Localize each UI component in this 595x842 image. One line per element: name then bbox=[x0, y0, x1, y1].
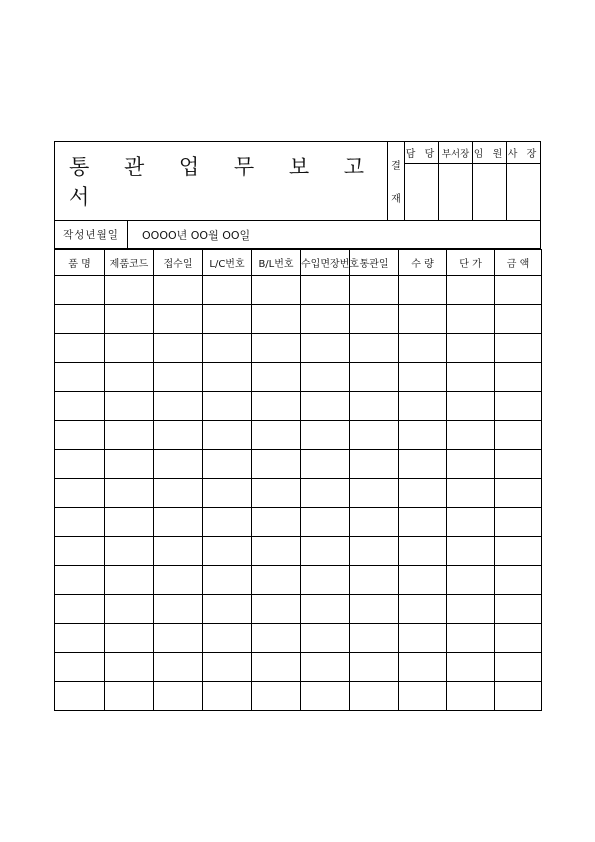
table-cell[interactable] bbox=[105, 276, 154, 305]
table-cell[interactable] bbox=[203, 566, 252, 595]
table-row bbox=[55, 392, 542, 421]
table-row bbox=[55, 421, 542, 450]
table-cell[interactable] bbox=[154, 595, 203, 624]
table-cell[interactable] bbox=[447, 276, 495, 305]
date-label: 작성년월일 bbox=[55, 221, 128, 248]
table-row bbox=[55, 595, 542, 624]
table-cell[interactable] bbox=[301, 392, 350, 421]
table-cell[interactable] bbox=[399, 653, 447, 682]
table-cell[interactable] bbox=[55, 392, 105, 421]
table-cell[interactable] bbox=[447, 305, 495, 334]
table-cell[interactable] bbox=[301, 334, 350, 363]
table-row bbox=[55, 682, 542, 711]
table-row bbox=[55, 537, 542, 566]
table-cell[interactable] bbox=[55, 363, 105, 392]
approval-column-staff bbox=[404, 142, 438, 220]
header-import-license-number: 수입면장번호 bbox=[301, 250, 350, 276]
table-cell[interactable] bbox=[105, 595, 154, 624]
table-cell[interactable] bbox=[252, 305, 301, 334]
table-cell[interactable] bbox=[301, 653, 350, 682]
table-cell[interactable] bbox=[447, 682, 495, 711]
table-cell[interactable] bbox=[399, 508, 447, 537]
table-cell[interactable] bbox=[350, 595, 399, 624]
report-title: 통 관 업 무 보 고 서 bbox=[69, 155, 379, 209]
table-cell[interactable] bbox=[203, 624, 252, 653]
table-cell[interactable] bbox=[252, 682, 301, 711]
table-cell[interactable] bbox=[252, 508, 301, 537]
table-cell[interactable] bbox=[495, 450, 542, 479]
table-cell[interactable] bbox=[105, 537, 154, 566]
table-cell[interactable] bbox=[252, 276, 301, 305]
table-cell[interactable] bbox=[447, 566, 495, 595]
table-cell[interactable] bbox=[154, 450, 203, 479]
table-cell[interactable] bbox=[252, 653, 301, 682]
table-cell[interactable] bbox=[203, 421, 252, 450]
table-cell[interactable] bbox=[154, 305, 203, 334]
table-cell[interactable] bbox=[203, 305, 252, 334]
table-cell[interactable] bbox=[55, 682, 105, 711]
table-cell[interactable] bbox=[301, 537, 350, 566]
table-cell[interactable] bbox=[447, 334, 495, 363]
table-row bbox=[55, 653, 542, 682]
table-cell[interactable] bbox=[301, 566, 350, 595]
table-cell[interactable] bbox=[399, 334, 447, 363]
table-cell[interactable] bbox=[301, 363, 350, 392]
table-cell[interactable] bbox=[350, 450, 399, 479]
table-cell[interactable] bbox=[105, 363, 154, 392]
table-cell[interactable] bbox=[447, 363, 495, 392]
table-cell[interactable] bbox=[399, 682, 447, 711]
table-row bbox=[55, 624, 542, 653]
table-cell[interactable] bbox=[105, 450, 154, 479]
table-cell[interactable] bbox=[495, 537, 542, 566]
table-cell[interactable] bbox=[447, 508, 495, 537]
table-cell[interactable] bbox=[350, 334, 399, 363]
table-cell[interactable] bbox=[154, 334, 203, 363]
table-cell[interactable] bbox=[55, 334, 105, 363]
table-cell[interactable] bbox=[203, 479, 252, 508]
table-cell[interactable] bbox=[399, 566, 447, 595]
table-cell[interactable] bbox=[105, 334, 154, 363]
table-cell[interactable] bbox=[350, 421, 399, 450]
table-cell[interactable] bbox=[105, 479, 154, 508]
table-cell[interactable] bbox=[154, 537, 203, 566]
table-cell[interactable] bbox=[301, 682, 350, 711]
table-cell[interactable] bbox=[154, 392, 203, 421]
table-cell[interactable] bbox=[447, 595, 495, 624]
table-cell[interactable] bbox=[203, 682, 252, 711]
table-cell[interactable] bbox=[55, 537, 105, 566]
table-cell[interactable] bbox=[105, 421, 154, 450]
table-cell[interactable] bbox=[55, 479, 105, 508]
table-cell[interactable] bbox=[495, 624, 542, 653]
table-cell[interactable] bbox=[154, 479, 203, 508]
table-cell[interactable] bbox=[55, 421, 105, 450]
approval-column-manager bbox=[438, 142, 472, 220]
table-cell[interactable] bbox=[105, 305, 154, 334]
table-row bbox=[55, 305, 542, 334]
approval-label bbox=[387, 142, 404, 220]
table-row bbox=[55, 276, 542, 305]
header-bl-number: B/L번호 bbox=[252, 250, 301, 276]
approval-label-bottom: 재 bbox=[391, 194, 401, 205]
date-row bbox=[54, 221, 541, 249]
table-cell[interactable] bbox=[495, 653, 542, 682]
table-cell[interactable] bbox=[105, 508, 154, 537]
table-cell[interactable] bbox=[203, 537, 252, 566]
table-cell[interactable] bbox=[301, 421, 350, 450]
table-cell[interactable] bbox=[105, 624, 154, 653]
table-cell[interactable] bbox=[399, 276, 447, 305]
table-cell[interactable] bbox=[55, 566, 105, 595]
table-cell[interactable] bbox=[252, 334, 301, 363]
table-cell[interactable] bbox=[55, 305, 105, 334]
header-lc-number: L/C번호 bbox=[203, 250, 252, 276]
table-cell[interactable] bbox=[154, 421, 203, 450]
table-cell[interactable] bbox=[399, 479, 447, 508]
table-cell[interactable] bbox=[203, 653, 252, 682]
table-cell[interactable] bbox=[350, 566, 399, 595]
table-cell[interactable] bbox=[203, 334, 252, 363]
table-cell[interactable] bbox=[105, 653, 154, 682]
approval-box bbox=[387, 142, 540, 220]
table-cell[interactable] bbox=[447, 392, 495, 421]
table-cell[interactable] bbox=[495, 392, 542, 421]
table-cell[interactable] bbox=[301, 595, 350, 624]
table-cell[interactable] bbox=[495, 276, 542, 305]
table-cell[interactable] bbox=[399, 624, 447, 653]
approval-head-staff: 담 당 bbox=[405, 142, 438, 164]
items-table bbox=[54, 249, 542, 711]
table-cell[interactable] bbox=[154, 508, 203, 537]
table-cell[interactable] bbox=[55, 276, 105, 305]
table-cell[interactable] bbox=[350, 276, 399, 305]
table-row bbox=[55, 479, 542, 508]
table-cell[interactable] bbox=[495, 334, 542, 363]
approval-head-executive: 임 원 bbox=[473, 142, 506, 164]
table-cell[interactable] bbox=[350, 508, 399, 537]
table-cell[interactable] bbox=[495, 479, 542, 508]
table-cell[interactable] bbox=[105, 392, 154, 421]
approval-column-executive bbox=[472, 142, 506, 220]
header-product-code: 제품코드 bbox=[105, 250, 154, 276]
table-row bbox=[55, 566, 542, 595]
table-cell[interactable] bbox=[154, 566, 203, 595]
table-cell[interactable] bbox=[154, 276, 203, 305]
table-cell[interactable] bbox=[252, 450, 301, 479]
table-cell[interactable] bbox=[350, 682, 399, 711]
table-cell[interactable] bbox=[399, 305, 447, 334]
table-cell[interactable] bbox=[252, 624, 301, 653]
table-cell[interactable] bbox=[447, 537, 495, 566]
header-unit-price: 단 가 bbox=[447, 250, 495, 276]
table-cell[interactable] bbox=[301, 450, 350, 479]
table-cell[interactable] bbox=[154, 653, 203, 682]
table-cell[interactable] bbox=[495, 305, 542, 334]
table-cell[interactable] bbox=[154, 363, 203, 392]
table-cell[interactable] bbox=[203, 392, 252, 421]
table-cell[interactable] bbox=[252, 566, 301, 595]
table-row bbox=[55, 334, 542, 363]
table-cell[interactable] bbox=[203, 595, 252, 624]
table-cell[interactable] bbox=[495, 508, 542, 537]
table-cell[interactable] bbox=[350, 624, 399, 653]
table-cell[interactable] bbox=[495, 566, 542, 595]
header-clearance-date: 통관일 bbox=[350, 250, 399, 276]
header-quantity: 수 량 bbox=[399, 250, 447, 276]
table-cell[interactable] bbox=[252, 421, 301, 450]
approval-label-top: 결 bbox=[391, 161, 401, 172]
table-cell[interactable] bbox=[447, 421, 495, 450]
table-cell[interactable] bbox=[252, 479, 301, 508]
table-row bbox=[55, 363, 542, 392]
table-row bbox=[55, 450, 542, 479]
report-header bbox=[54, 141, 541, 221]
table-cell[interactable] bbox=[55, 624, 105, 653]
approval-head-manager: 부서장 bbox=[439, 142, 472, 164]
table-cell[interactable] bbox=[55, 450, 105, 479]
table-cell[interactable] bbox=[203, 363, 252, 392]
table-cell[interactable] bbox=[447, 450, 495, 479]
table-cell[interactable] bbox=[301, 479, 350, 508]
table-cell[interactable] bbox=[447, 653, 495, 682]
table-cell[interactable] bbox=[399, 363, 447, 392]
table-header-row bbox=[55, 250, 542, 276]
approval-head-president: 사 장 bbox=[507, 142, 540, 164]
table-cell[interactable] bbox=[399, 595, 447, 624]
table-cell[interactable] bbox=[495, 682, 542, 711]
table-cell[interactable] bbox=[447, 479, 495, 508]
table-cell[interactable] bbox=[252, 392, 301, 421]
table-cell[interactable] bbox=[399, 537, 447, 566]
table-cell[interactable] bbox=[105, 566, 154, 595]
table-cell[interactable] bbox=[350, 392, 399, 421]
approval-column-president bbox=[506, 142, 540, 220]
table-cell[interactable] bbox=[399, 421, 447, 450]
table-cell[interactable] bbox=[301, 624, 350, 653]
table-cell[interactable] bbox=[350, 653, 399, 682]
table-cell[interactable] bbox=[350, 305, 399, 334]
table-cell[interactable] bbox=[350, 363, 399, 392]
items-table-body bbox=[55, 276, 542, 711]
table-cell[interactable] bbox=[55, 508, 105, 537]
table-cell[interactable] bbox=[301, 276, 350, 305]
table-cell[interactable] bbox=[154, 682, 203, 711]
table-cell[interactable] bbox=[447, 624, 495, 653]
table-cell[interactable] bbox=[350, 537, 399, 566]
date-value-field[interactable]: OOOO년 OO월 OO일 bbox=[142, 228, 251, 242]
table-cell[interactable] bbox=[105, 682, 154, 711]
table-cell[interactable] bbox=[399, 392, 447, 421]
table-cell[interactable] bbox=[399, 450, 447, 479]
table-cell[interactable] bbox=[154, 624, 203, 653]
table-cell[interactable] bbox=[301, 508, 350, 537]
header-amount: 금 액 bbox=[495, 250, 542, 276]
table-cell[interactable] bbox=[203, 508, 252, 537]
table-cell[interactable] bbox=[301, 305, 350, 334]
header-product-name: 품 명 bbox=[55, 250, 105, 276]
table-cell[interactable] bbox=[495, 421, 542, 450]
table-cell[interactable] bbox=[252, 537, 301, 566]
table-cell[interactable] bbox=[203, 450, 252, 479]
table-cell[interactable] bbox=[252, 595, 301, 624]
header-received-date: 접수일 bbox=[154, 250, 203, 276]
table-cell[interactable] bbox=[203, 276, 252, 305]
table-cell[interactable] bbox=[495, 595, 542, 624]
table-cell[interactable] bbox=[55, 595, 105, 624]
table-cell[interactable] bbox=[350, 479, 399, 508]
table-row bbox=[55, 508, 542, 537]
table-cell[interactable] bbox=[495, 363, 542, 392]
table-cell[interactable] bbox=[252, 363, 301, 392]
table-cell[interactable] bbox=[55, 653, 105, 682]
